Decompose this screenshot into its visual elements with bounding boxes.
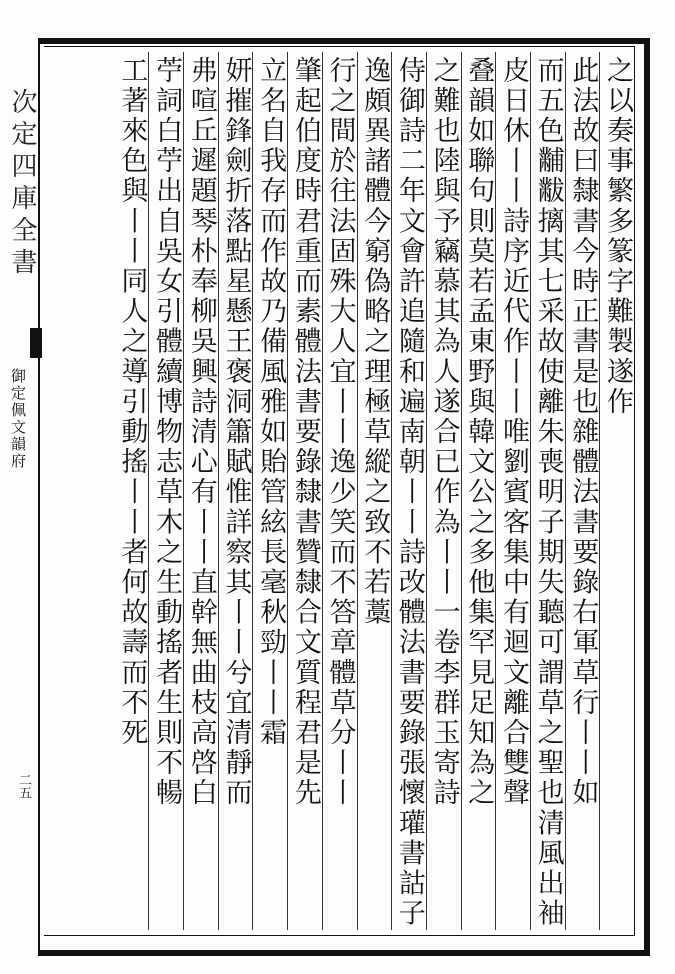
page-margin-spine bbox=[0, 38, 40, 950]
text-column: 而五色黼黻摛其七采故使離朱喪明子期失聽可謂草之聖也清風出袖 bbox=[530, 52, 565, 930]
text-column: 之難也陸與予竊慕其為人遂合已作為丨丨一卷李群玉寄詩 bbox=[426, 52, 461, 930]
text-column: 之以奏事繁多篆字難製遂作 bbox=[599, 52, 634, 930]
text-column: 行之間於往法固殊大人宜丨丨逸少笑而不答章體草分丨丨 bbox=[322, 52, 357, 930]
margin-edge-chars: 次定四庫全書 bbox=[7, 88, 37, 280]
text-column: 此法故曰隸書今時正書是也雜體法書要錄右軍草行丨丨如 bbox=[565, 52, 600, 930]
text-column: 逸頗異諸體今窮偽略之理極草縱之致不若藁 bbox=[357, 52, 392, 930]
text-column: 工著來色與丨丨同人之導引動搖丨丨者何故壽而不死 bbox=[116, 56, 148, 749]
text-columns bbox=[44, 52, 634, 930]
text-column: 苧詞白苧出自吳女引體續博物志草木之生動搖者生則不暢 bbox=[148, 52, 183, 930]
text-column: 弗喧丘遲題琴朴奉柳吳興詩清心有丨丨直幹無曲枝高啓白 bbox=[183, 52, 218, 930]
text-column: 皮日休丨丨詩序近代作丨丨唯劉賓客集中有迴文離合雙聲 bbox=[495, 52, 530, 930]
margin-book-title: 御定佩文韻府 bbox=[9, 368, 27, 470]
text-column: 立名自我存而作故乃備風雅如貽管絃長毫秋勁丨丨霜 bbox=[252, 52, 287, 930]
text-column: 叠韻如聯句則莫若孟東野與韓文公之多他集罕見足知為之 bbox=[461, 52, 496, 930]
text-column: 侍御詩二年文會許追隨和遍南朝丨丨詩改體法書要錄張懷瓘書詁子 bbox=[391, 52, 426, 930]
folio-number: 二五 bbox=[16, 773, 31, 799]
text-column: 肇起伯度時君重而素體法書要錄隸書贊隸合文質程君是先 bbox=[287, 52, 322, 930]
text-column: 妍摧鋒劍折落點星懸王褒洞簫賦惟詳察其丨丨兮宜清靜而 bbox=[218, 52, 253, 930]
